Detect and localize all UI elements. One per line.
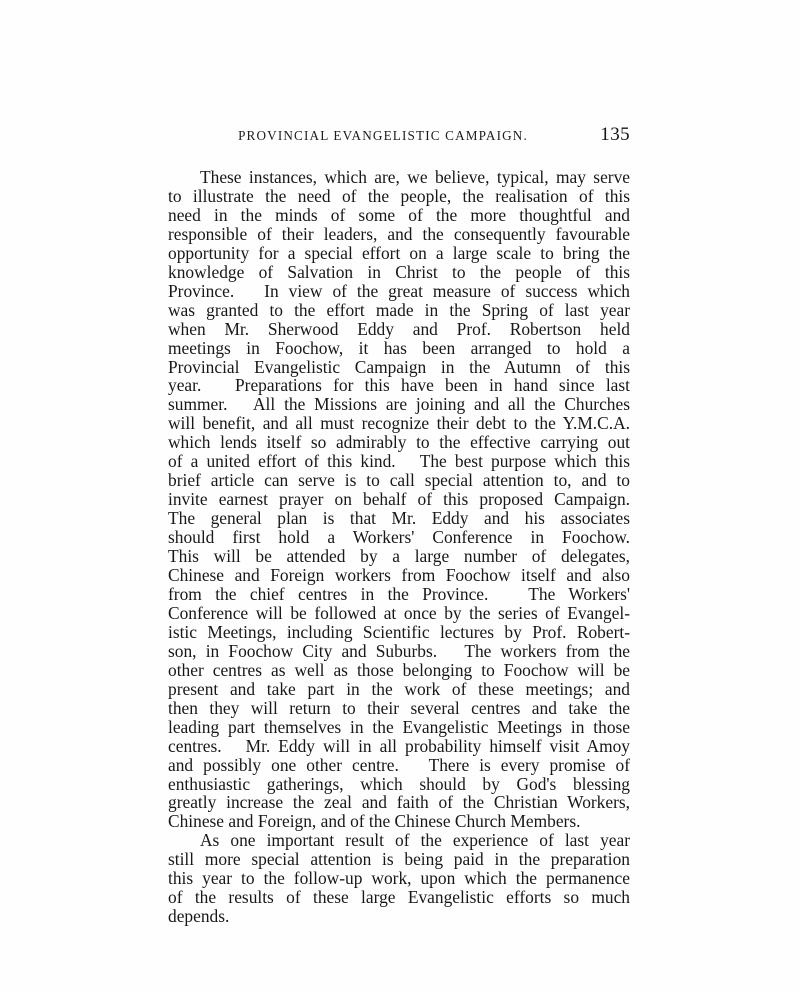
text-line: will benefit, and all must recognize their debt to the Y.M.C.A. [168,413,630,434]
text-line: then they will return to their several centres and take the [168,697,630,718]
text-line: leading part themselves in the Evangelistic Meetings in those [168,716,630,737]
page-number: 135 [600,124,630,145]
text-line: Chinese and Foreign workers from Foochow itself and also [168,565,630,586]
text-line: when Mr. Sherwood Eddy and Prof. Robertson held [168,318,630,339]
text-line: son, in Foochow City and Suburbs. The workers from the [168,640,630,661]
text-line: which lends itself so admirably to the effective carrying out [168,432,630,453]
text-line: still more special attention is being paid in the preparation [168,849,630,870]
text-line: this year to the follow-up work, upon which the permanence [168,868,630,889]
text-line: of the results of these large Evangelistic efforts so much [168,887,630,908]
text-line: of a united effort of this kind. The best purpose which this [168,451,630,472]
text-line: enthusiastic gatherings, which should by God's blessing [168,773,630,794]
text-line: should first hold a Workers' Conference in Foochow. [168,527,630,548]
text-line: meetings in Foochow, it has been arranged to hold a [168,337,630,358]
text-line: istic Meetings, including Scientific lectures by Prof. Robert- [168,621,630,642]
text-line: centres. Mr. Eddy will in all probability himself visit Amoy [168,735,630,756]
text-line: and possibly one other centre. There is every promise of [168,754,630,775]
text-line: Province. In view of the great measure of success which [168,280,630,301]
paragraph-2 [168,831,630,926]
text-line: present and take part in the work of these meetings; and [168,678,630,699]
text-line: need in the minds of some of the more thoughtful and [168,204,630,225]
text-line: was granted to the effort made in the Spring of last year [168,299,630,320]
body-text-block [168,168,630,926]
text-line: Provincial Evangelistic Campaign in the Autumn of this [168,356,630,377]
text-line: to illustrate the need of the people, the realisation of this [168,185,630,206]
text-line: from the chief centres in the Province. The Workers' [168,583,630,604]
text-line: knowledge of Salvation in Christ to the people of this [168,261,630,282]
text-line: invite earnest prayer on behalf of this proposed Campaign. [168,489,630,510]
text-line: Conference will be followed at once by the series of Evangel- [168,602,630,623]
text-line: Chinese and Foreign, and of the Chinese Church Members. [168,811,581,832]
text-line: depends. [168,906,230,927]
text-line: greatly increase the zeal and faith of the Christian Workers, [168,792,630,813]
text-line: As one important result of the experience of last year [200,830,630,851]
running-head [168,124,630,148]
text-line: responsible of their leaders, and the consequently favourable [168,223,630,244]
text-line: other centres as well as those belonging to Foochow will be [168,659,630,680]
text-line: summer. All the Missions are joining and all the Churches [168,394,630,415]
text-line: opportunity for a special effort on a large scale to bring the [168,242,630,263]
text-line: year. Preparations for this have been in hand since last [168,375,630,396]
running-head-title: PROVINCIAL EVANGELISTIC CAMPAIGN. [238,128,528,143]
text-line: brief article can serve is to call special attention to, and to [168,470,630,491]
paragraph-1 [168,168,630,831]
text-line: These instances, which are, we believe, typical, may serve [200,167,630,187]
text-line: This will be attended by a large number of delegates, [168,546,630,567]
text-line: The general plan is that Mr. Eddy and his associates [168,508,630,529]
